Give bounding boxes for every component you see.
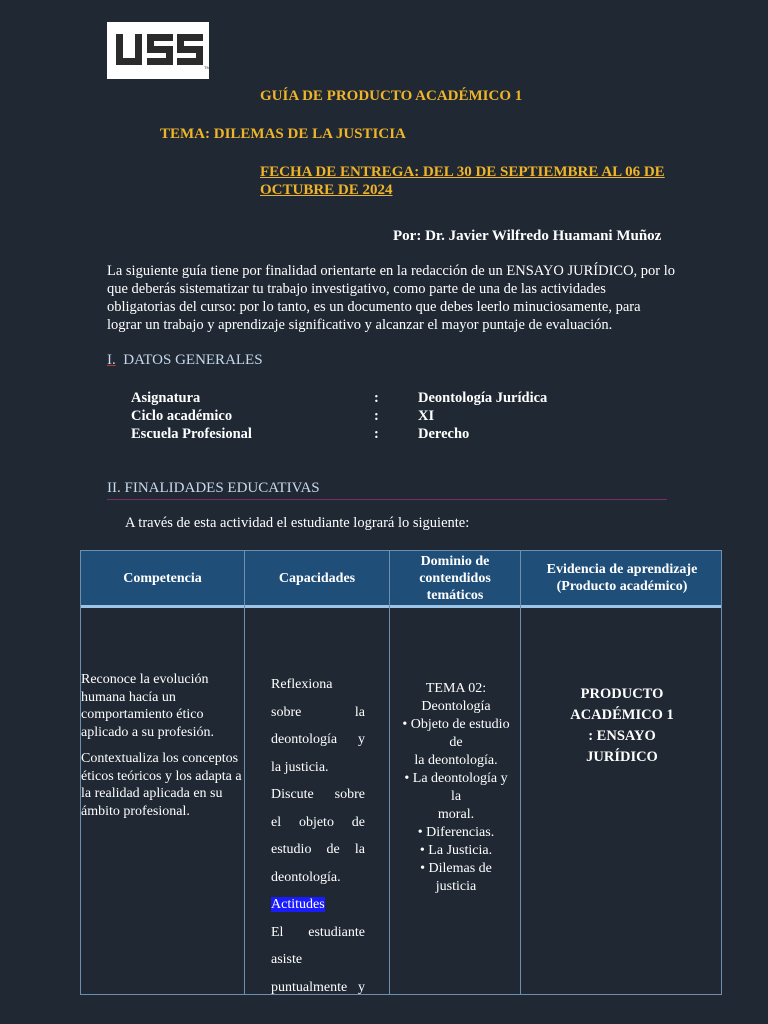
general-data-key: Asignatura [131,390,201,406]
capacidades-line: puntualmente y [271,979,365,995]
section-title: DATOS GENERALES [123,352,263,368]
header-dominio [390,551,520,605]
dominio-line: • La deontología y [404,771,508,786]
column-divider [244,551,245,994]
capacidades-line: Reflexiona [271,677,333,692]
general-data-key: Ciclo académico [131,408,233,424]
capacidades-line: deontología. [271,869,341,885]
uss-logo [107,22,209,79]
cell-competencia [81,671,244,829]
section-heading-datos-generales [107,352,263,369]
competencia-paragraph: Contextualiza los conceptos éticos teóricos y los adapta a la realidad aplicada en su ámbito profesional. [81,751,242,819]
dominio-line: • La Justicia. [419,843,493,858]
dominio-line: moral. [437,807,475,822]
header-dominio-line: temáticos [426,587,484,603]
section-number: I. [107,352,116,368]
evidencia-line: PRODUCTO [580,686,664,702]
section-number: II. [107,480,121,496]
logo-tm: TM [204,65,210,70]
general-data-value: Deontología Jurídica [418,390,548,406]
general-data-value: Derecho [418,426,470,442]
dominio-line: la [450,789,462,804]
column-divider [389,551,390,994]
due-date [260,163,690,199]
header-dominio-line: contendidos [419,570,491,586]
author: Por: Dr. Javier Wilfredo Huamani Muñoz [393,228,662,244]
dominio-line: Deontología [421,699,491,714]
header-capacidades: Capacidades [278,570,356,586]
evidencia-line: ACADÉMICO 1 [570,707,674,723]
header-evidencia-line: (Producto académico) [556,579,688,594]
capacidades-line: el objeto de [271,814,365,830]
general-data-key: Escuela Profesional [131,426,252,442]
cell-evidencia [521,684,723,768]
general-data-colon: : [374,408,379,424]
capacidades-line: la justicia. [271,759,329,775]
cell-dominio [391,680,521,896]
header-competencia: Competencia [123,570,202,586]
general-data-value: XI [418,408,435,424]
dominio-line: • Diferencias. [417,825,495,840]
uss-logo-mark [107,22,209,79]
competencies-table [80,550,722,995]
intro-paragraph: La siguiente guía tiene por finalidad orientarte en la redacción de un ENSAYO JURÍDICO, por lo que deberás sistematizar tu trabajo investigativo, como parte de una de las actividades obligatorias del curso: por lo tanto, es un documento que debes leerlo minuciosamente, para lograr un trabajo y aprendizaje significativo y alcanzar el mayor puntaje de evaluación. [107,263,676,333]
due-date-line-1: FECHA DE ENTREGA: DEL 30 DE SEPTIEMBRE AL 06 DE [260,164,665,180]
competencia-paragraph: Reconoce la evolución humana hacía un comportamiento ético aplicado a su profesión. [81,672,214,740]
capacidades-line: El estudiante [271,924,365,940]
dominio-line: • Objeto de estudio [402,717,510,732]
document-topic: TEMA: DILEMAS DE LA JUSTICIA [160,126,406,142]
header-evidencia [521,551,723,605]
capacidades-line: asiste [271,952,303,967]
header-dominio-line: Dominio de [420,553,490,569]
general-data-colon: : [374,390,379,406]
section-lead: A través de esta actividad el estudiante logrará lo siguiente: [125,515,470,531]
evidencia-line: : ENSAYO [588,728,656,744]
evidencia-line: JURÍDICO [586,749,658,765]
capacidades-line: estudio de la [271,842,365,857]
capacidades-line: sobre la [271,704,365,720]
document-title: GUÍA DE PRODUCTO ACADÉMICO 1 [260,88,523,104]
capacidades-line: Discute sobre [271,787,365,802]
dominio-line: • Dilemas de [420,861,492,876]
cell-capacidades [271,671,365,1001]
general-data-colon: : [374,426,379,442]
due-date-line-2: OCTUBRE DE 2024 [260,182,393,198]
section-title: FINALIDADES EDUCATIVAS [124,480,320,496]
dominio-line: la deontología. [414,753,498,768]
dominio-line: TEMA 02: [425,681,487,696]
section-heading-finalidades [107,480,667,500]
capacidades-line: deontología y [271,732,365,747]
capacidades-actitudes-highlight: Actitudes [271,897,325,912]
dominio-line: justicia [435,879,477,894]
header-evidencia-line: Evidencia de aprendizaje [546,562,698,577]
dominio-line: de [449,735,463,750]
